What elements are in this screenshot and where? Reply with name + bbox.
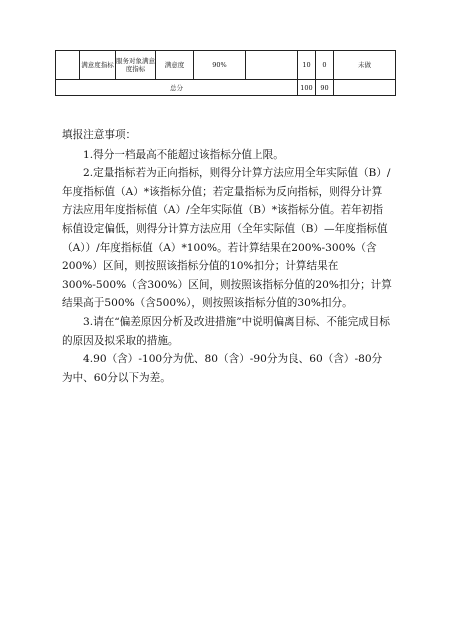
filling-notes <box>62 126 392 387</box>
total-full-score: 100 <box>298 80 316 96</box>
table-cell: 90% <box>194 51 246 80</box>
table-row-total <box>56 80 396 96</box>
table-cell: 0 <box>316 51 334 80</box>
table-cell: 满意度 <box>156 51 194 80</box>
total-label: 总分 <box>56 80 298 96</box>
table-cell: 10 <box>298 51 316 80</box>
table-cell <box>246 51 298 80</box>
table-cell <box>334 80 396 96</box>
total-score: 90 <box>316 80 334 96</box>
note-item-1: 1.得分一档最高不能超过该指标分值上限。 <box>83 148 284 161</box>
table-cell: 未做 <box>334 51 396 80</box>
note-item-2: 2.定量指标若为正向指标，则得分计算方法应用全年实际值（B）/年度指标值（A）*该指标分值；若定量指标为反向指标，则得分计算方法应用年度指标值（A）/全年实际值（B）*该指标分值。若年初指标值设定偏低，则得分计算方法应用（全年实际值（B）—年度指标值（A））/年度指标值（A）*100%。若计算结果在200%-300%（含200%）区间，则按照该指标分值的10%扣分；计算结果在300%-500%（含300%）区间，则按照该指标分值的20%扣分；计算结果高于500%（含500%），则按照该指标分值的30%扣分。 <box>62 167 392 310</box>
note-item-4: 4.90（含）-100分为优、80（含）-90分为良、60（含）-80分为中、60分以下为差。 <box>62 353 383 384</box>
note-item-3: 3.请在“偏差原因分析及改进措施”中说明偏离目标、不能完成目标的原因及拟采取的措施。 <box>62 315 390 347</box>
table-cell <box>56 51 80 80</box>
table-row <box>56 51 396 80</box>
table-cell: 满意度指标 <box>80 51 116 80</box>
score-table <box>55 50 396 96</box>
table-cell: 服务对象满意度指标 <box>116 51 156 80</box>
notes-title: 填报注意事项： <box>62 129 137 141</box>
